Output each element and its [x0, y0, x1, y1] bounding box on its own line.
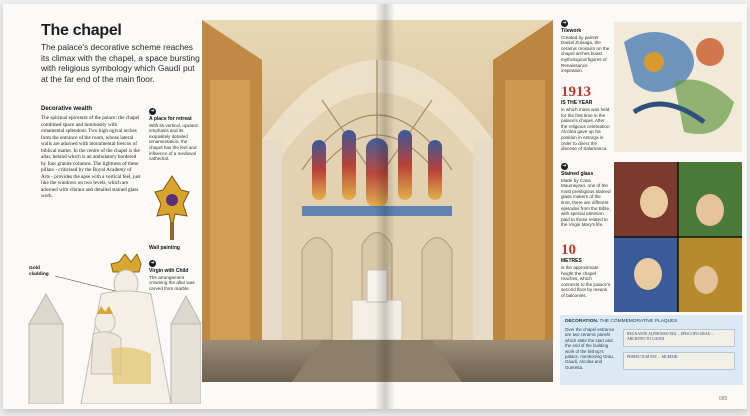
metres-figure: 10: [561, 242, 576, 258]
plaque-2: [623, 352, 735, 370]
metres-subheading: METRES: [561, 258, 582, 264]
caption-tilework-text: Created by painter Daniel Zuloaga, the ceramic mosaics on the chapel arches boast mythological figures of Renaissance inspiration.: [561, 34, 610, 74]
gold-label-line2: cladding: [29, 271, 49, 277]
caption-virgin-title: Virgin with Child: [149, 268, 189, 274]
tilework-image: [614, 22, 742, 152]
page-title: The chapel: [41, 22, 122, 39]
metres-text: is the approximate height the chapel reaches, which connects to the palace's second floor by means of balconies.: [561, 265, 611, 298]
page-number: 085: [719, 396, 728, 402]
arrow-icon: ➔: [562, 20, 567, 26]
decoration-title: THE COMMEMORATIVE PLAQUES: [599, 319, 678, 324]
arrow-icon: ➔: [150, 260, 155, 266]
stained-glass-image: [614, 162, 742, 312]
arrow-icon: ➔: [150, 108, 155, 114]
lead-paragraph: The palace's decorative scheme reaches its climax with the chapel, a space bursting with religious symbology which Gaudí put at the far end of the main floor.: [41, 42, 200, 84]
caption-retreat-text: With its vertical, upward emphasis and its exquisitely detailed ornamentation, the chapel has the feel and influence of a medieval cathedral.: [149, 122, 198, 162]
book-spine: [375, 4, 395, 409]
caption-glass-text: Made by Casa Maumejean, one of the most prestigious stained glass makers of the time, there are different episodes from the Bible, with special attention paid to those related to the Virgin Mary's life.: [561, 177, 611, 228]
decoration-text: Over the chapel entrance are two ceramic panels which state the start and the end of the building work of the bishop's palace, mentioning Grau, Gaudí, Alcolea and Gueretta.: [565, 327, 615, 370]
arrow-icon: ➔: [562, 163, 567, 169]
caption-retreat: [149, 117, 201, 162]
plaque-1: [623, 329, 735, 347]
caption-tilework-title: Tilework: [561, 28, 582, 34]
body-text: The spiritual epicentre of the palace: the chapel combined space and luminosity with ornamental splendour. Two high ogival arches form the entrance of the room, whose lateral walls are adorned with monumental frescos of biblical matter. In the centre of the chapel is the altar, behind which is an ambulatory bordered by four granite columns. The lightness of these pillars - criticised by the Royal Academy of Arts - provides the apse with a vertical feel, just like the windows on two levels, which are adorned with vibrant and detailed stained glass work.: [41, 115, 141, 199]
year-subheading: IS THE YEAR: [561, 100, 593, 106]
caption-glass-title: Stained glass: [561, 171, 594, 177]
gold-label-line1: Gold: [29, 266, 40, 271]
plaque-1-text: REGNANTE ALPHONSO XIII ... EPISCOPO GRAU ... ARCHITECTO GAUDI: [627, 332, 715, 341]
caption-wall-painting: [149, 246, 180, 252]
caption-stained-glass: [561, 172, 611, 228]
section-subheading: Decorative wealth: [41, 106, 93, 112]
caption-wall-title: Wall painting: [149, 245, 180, 251]
virgin-statue-illustration: [21, 254, 201, 404]
caption-virgin-text: The arrangement crowning the altar was carved from marble.: [149, 274, 195, 291]
caption-tilework: [561, 29, 611, 74]
year-figure: 1913: [561, 84, 591, 100]
year-text: in which mass was held for the first time in the palace's chapel. After the religious celebration Alcolea gave up his position in Astorga in order to direct the diocese of Salamanca.: [561, 107, 610, 152]
plaque-2-text: PERFECTUM EST ... MCMXIII: [627, 355, 678, 359]
decoration-heading: [565, 319, 678, 324]
caption-retreat-title: A place for retreat: [149, 116, 192, 122]
wall-painting-emblem: [151, 172, 193, 244]
magazine-spread: [3, 4, 747, 409]
decoration-label: DECORATION.: [565, 319, 599, 324]
